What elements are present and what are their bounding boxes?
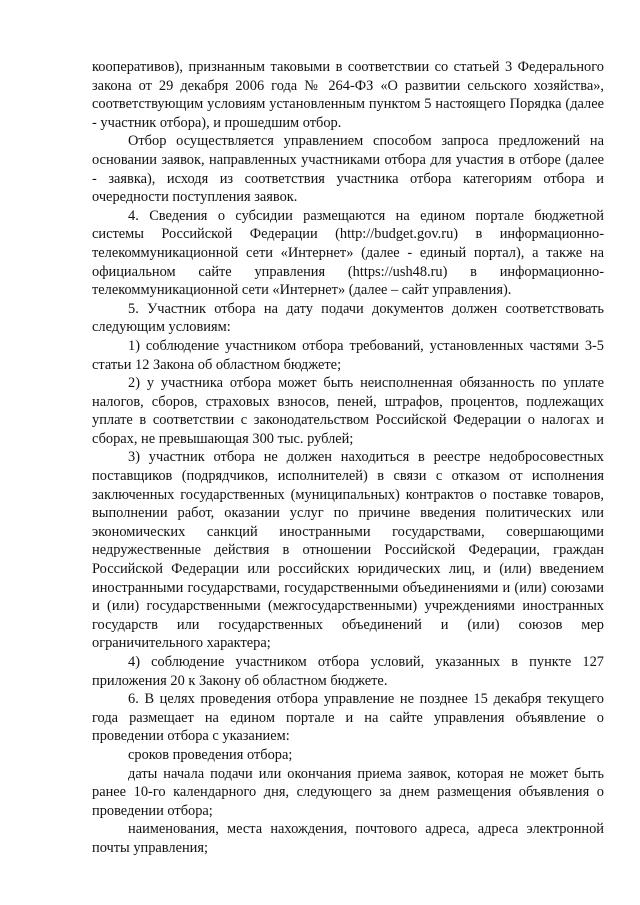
paragraph-application-dates: даты начала подачи или окончания приема заявок, которая не может быть ранее 10-го календарного дня, следующего за днем размещения объявления о проведении отбора; bbox=[92, 765, 604, 819]
paragraph-contacts: наименования, места нахождения, почтового адреса, адреса электронной почты управления; bbox=[92, 821, 604, 856]
paragraph-condition-3: 3) участник отбора не должен находиться в реестре недобросовестных поставщиков (подрядчиков, исполнителей) в связи с отказом от исполнения заключенных государственных (муниципальных) контрактов о поставке товаров, выполнении работ, оказании услуг по причине введения политических или экономических санкций иностранными государствами, совершающими недружественные действия в отношении Российской Федерации, граждан Российской Федерации или российских юридических лиц, и (или) введением иностранными государствами, государственными объединениями и (или) союзами и (или) государственными (межгосударственными) учреждениями иностранных государств или государственных объединений и (или) союзов мер ограничительного характера; bbox=[92, 449, 604, 652]
paragraph-item-4: 4. Сведения о субсидии размещаются на едином портале бюджетной системы Российской Федерации (http://budget.gov.ru) в информационно-телекоммуникационной сети «Интернет» (далее - единый портал), а также на официальном сайте управления (https://ush48.ru) в информационно-телекоммуникационной сети «Интернет» (далее – сайт управления). bbox=[92, 207, 604, 299]
document-page bbox=[92, 58, 604, 858]
paragraph-item-6: 6. В целях проведения отбора управление не позднее 15 декабря текущего года размещает на едином портале и на сайте управления объявление о проведении отбора с указанием: bbox=[92, 691, 604, 745]
paragraph-condition-4: 4) соблюдение участником отбора условий, указанных в пункте 127 приложения 20 к Закону об областном бюджете. bbox=[92, 654, 604, 689]
paragraph-continuation: кооперативов), признанным таковыми в соответствии со статьей 3 Федерального закона от 29 декабря 2006 года № 264-ФЗ «О развитии сельского хозяйства», соответствующим условиям установленным пунктом 5 настоящего Порядка (далее - участник отбора), и прошедшим отбор. bbox=[92, 59, 604, 131]
paragraph-item-5: 5. Участник отбора на дату подачи документов должен соответствовать следующим условиям: bbox=[92, 300, 604, 336]
paragraph-deadlines: сроков проведения отбора; bbox=[128, 746, 293, 763]
paragraph-condition-2: 2) у участника отбора может быть неисполненная обязанность по уплате налогов, сборов, страховых взносов, пеней, штрафов, процентов, подлежащих уплате в соответствии с законодательством Российской Федерации о налогах и сборах, не превышающая 300 тыс. рублей; bbox=[92, 375, 604, 447]
paragraph-condition-1: 1) соблюдение участником отбора требований, установленных частями 3-5 статьи 12 Закона об областном бюджете; bbox=[92, 337, 604, 373]
paragraph-selection-method: Отбор осуществляется управлением способом запроса предложений на основании заявок, направленных участниками отбора для участия в отборе (далее - заявка), исходя из соответствия участника отбора категориям отбора и очередности поступления заявок. bbox=[92, 133, 604, 206]
